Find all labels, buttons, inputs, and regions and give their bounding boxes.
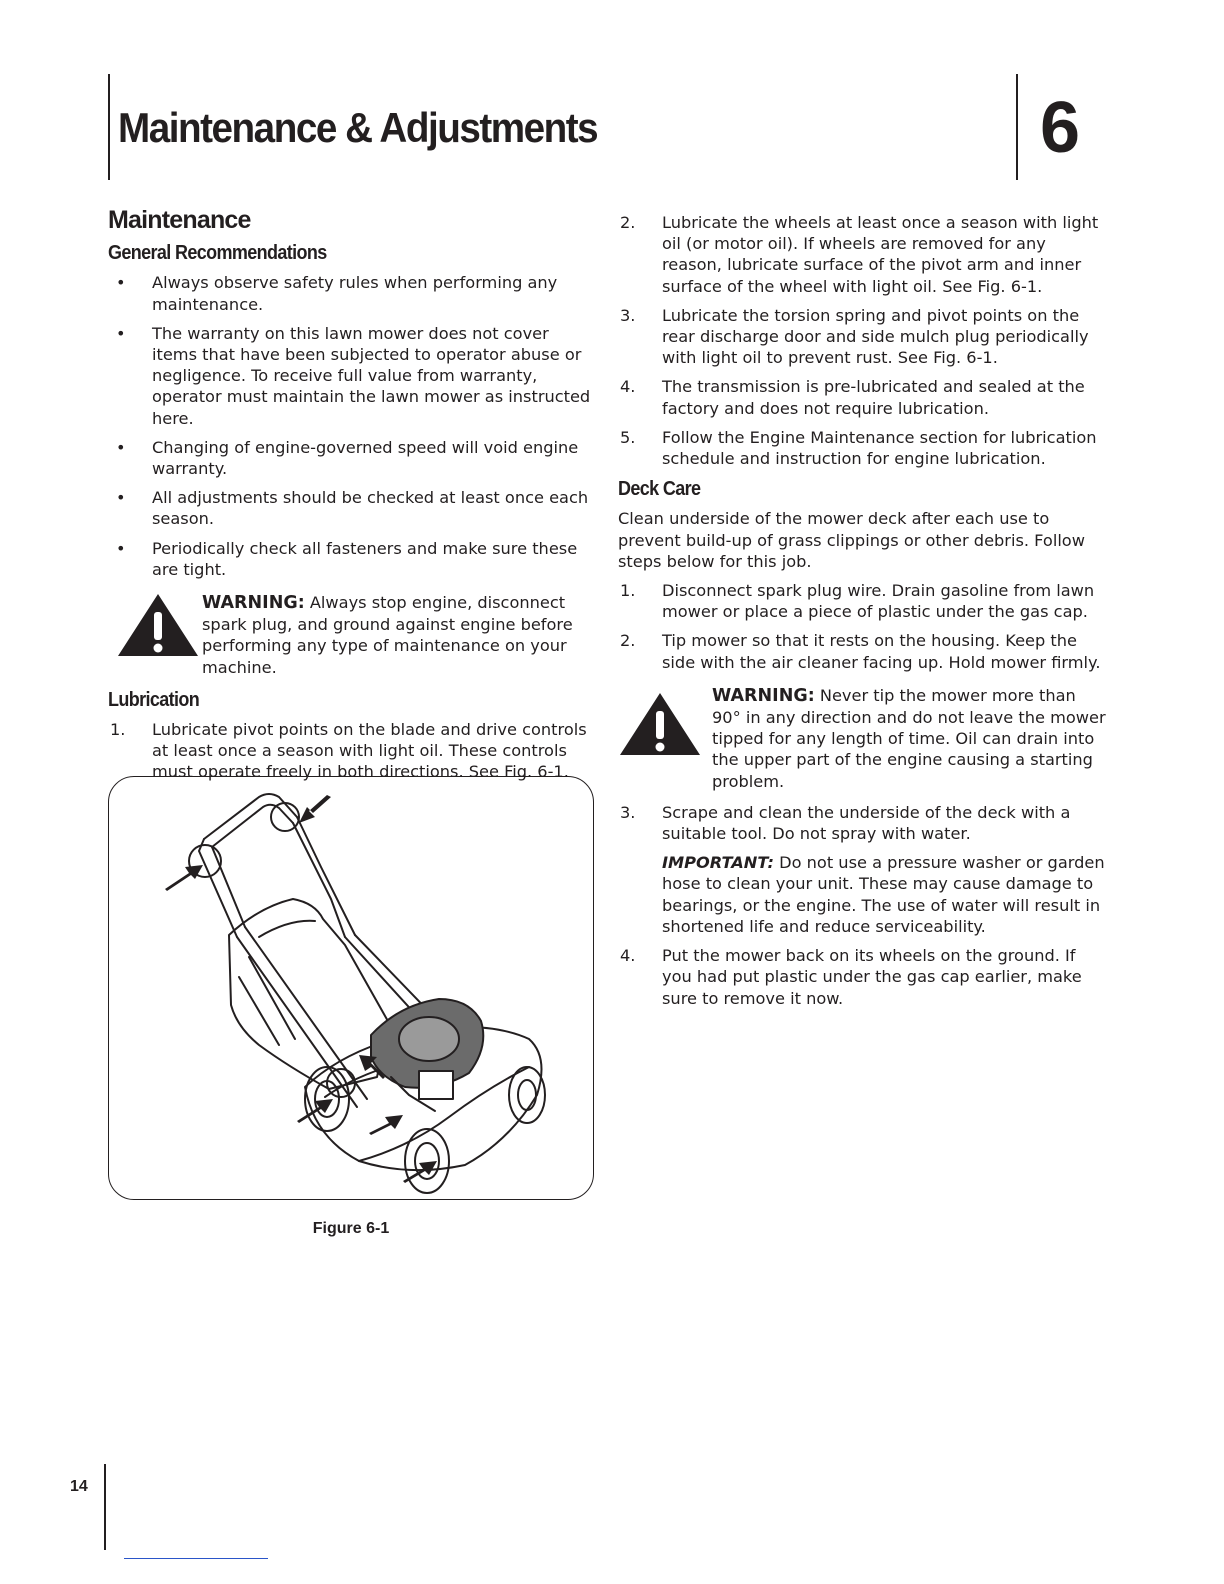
- heading-general-recommendations: General Recommendations: [108, 242, 327, 265]
- list-item: 3. Lubricate the torsion spring and pivot points on the rear discharge door and side mulch plug periodically with light oil to prevent rust. See Fig. 6-1.: [620, 305, 1089, 368]
- bottom-link-underline: [124, 1558, 268, 1559]
- list-item: • Periodically check all fasteners and make sure these are tight.: [116, 538, 578, 579]
- lubrication-list: [108, 719, 596, 783]
- right-column: [618, 212, 1108, 1017]
- warning-text: Always stop engine, disconnect spark plug, and ground against engine before performing any type of maintenance on your machine.: [202, 593, 573, 677]
- warning-block: [618, 685, 1108, 792]
- deck-care-intro: Clean underside of the mower deck after each use to prevent build-up of grass clippings or other debris. Follow steps below for this job.: [618, 509, 1085, 571]
- list-item: • All adjustments should be checked at least once each season.: [116, 488, 589, 529]
- warning-triangle-icon: [116, 592, 200, 658]
- warning-triangle-icon: [618, 691, 702, 757]
- heading-deck-care: Deck Care: [618, 478, 701, 501]
- list-item: 1. Disconnect spark plug wire. Drain gasoline from lawn mower or place a piece of plastic under the gas cap.: [620, 581, 1095, 622]
- heading-lubrication: Lubrication: [108, 688, 200, 711]
- list-item: 5. Follow the Engine Maintenance section for lubrication schedule and instruction for engine lubrication.: [620, 427, 1097, 469]
- deck-care-steps-continued: [618, 802, 1108, 1009]
- lubrication-list-continued: [618, 212, 1108, 469]
- figure-6-1: [108, 776, 594, 1200]
- list-item: • Always observe safety rules when performing any maintenance.: [116, 273, 558, 314]
- figure-caption: Figure 6-1: [312, 1220, 390, 1237]
- chapter-number: 6: [1040, 88, 1081, 168]
- deck-care-steps: [618, 580, 1108, 673]
- important-note: [662, 852, 1108, 937]
- section-title-maintenance: Maintenance: [108, 206, 251, 234]
- list-item: 4. The transmission is pre-lubricated and sealed at the factory and does not require lubrication.: [620, 377, 1085, 418]
- list-item: 4. Put the mower back on its wheels on the ground. If you had put plastic under the gas cap earlier, make sure to remove it now.: [620, 946, 1082, 1008]
- list-item: 2. Lubricate the wheels at least once a season with light oil (or motor oil). If wheels are removed for any reason, lubricate surface of the pivot arm and inner surface of the wheel with light oil. See Fig. 6-1.: [620, 213, 1099, 296]
- chapter-rule: [1016, 74, 1018, 180]
- title-rule: [108, 74, 110, 180]
- chapter-title: Maintenance & Adjustments: [118, 104, 598, 151]
- important-label: IMPORTANT:: [662, 853, 774, 873]
- footer-rule: [104, 1464, 106, 1550]
- warning-label: WARNING:: [712, 685, 815, 706]
- important-text: Do not use a pressure washer or garden hose to clean your unit. These may cause damage to bearings, or the engine. The use of water will result in shortened life and reduce serviceability.: [662, 853, 1105, 936]
- list-item: 1. Lubricate pivot points on the blade and drive controls at least once a season with light oil. These controls must operate freely in both directions. See Fig. 6-1.: [110, 720, 587, 782]
- lawn-mower-illustration: [109, 777, 594, 1200]
- list-item: 3. Scrape and clean the underside of the deck with a suitable tool. Do not spray with water. IMPORTANT: Do not use a pressure washer or garden hose to clean your unit. These may cause damage to bearings, or the engine. The use of water will result in shortened life and reduce serviceability.: [618, 802, 1108, 937]
- list-item: • Changing of engine-governed speed will void engine warranty.: [116, 437, 579, 479]
- list-item: • The warranty on this lawn mower does not cover items that have been subjected to operator abuse or negligence. To receive full value from warranty, operator must maintain the lawn mower as instructed here.: [116, 323, 591, 428]
- list-item: 2. Tip mower so that it rests on the housing. Keep the side with the air cleaner facing up. Hold mower firmly.: [620, 631, 1101, 672]
- warning-block: [108, 592, 596, 678]
- warning-label: WARNING:: [202, 593, 305, 614]
- warning-text: Never tip the mower more than 90° in any direction and do not leave the mower tipped for any length of time. Oil can drain into the upper part of the engine causing a starting problem.: [712, 685, 1106, 791]
- left-column: [108, 206, 596, 791]
- page-number: 14: [70, 1478, 88, 1495]
- general-recommendations-list: [108, 272, 596, 580]
